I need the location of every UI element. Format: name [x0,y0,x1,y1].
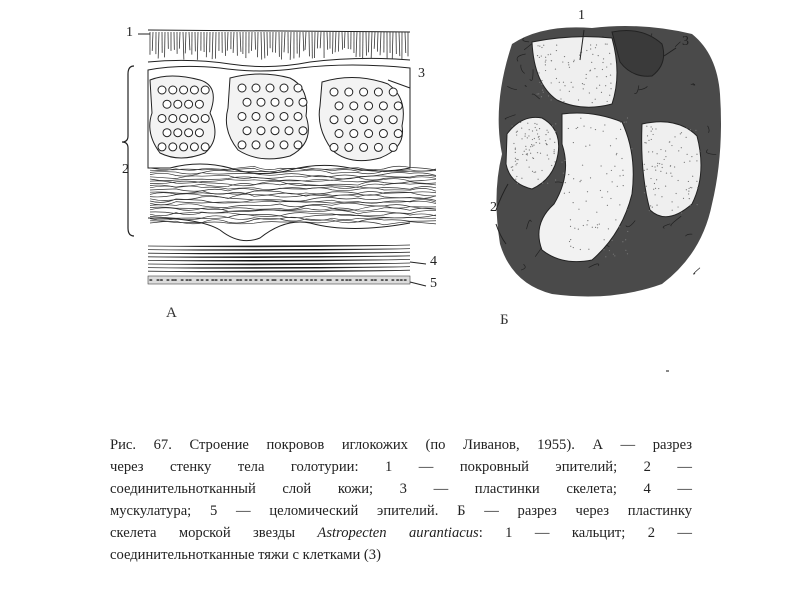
figure-a-callout-4: 4 [430,254,437,269]
figure-a-label: А [166,305,177,321]
figure-caption [110,434,692,566]
caption-line-1: Рис. 67. Строение покровов иглокожих (по Ливанов, 1955). А — разрез [110,437,692,453]
caption-line-4: мускулатура; 5 — целомический эпителий. Б — разрез через пластинку [110,503,692,519]
caption-line-2: через стенку тела голотурии: 1 — покровный эпителий; 2 — [110,459,692,475]
species-name: Astropecten aurantiacus [317,525,479,541]
caption-line-6: соединительнотканные тяжи с клетками (3) [110,547,381,563]
caption-line-3: соединительнотканный слой кожи; 3 — пластинки скелета; 4 — [110,481,692,497]
figure-b-label: Б [500,312,509,328]
figure-b-drawing [462,14,724,304]
figure-b-callout-1: 1 [578,8,585,23]
caption-line-5 [110,522,692,544]
caption-line-5-pre: скелета морской звезды [110,525,318,541]
caption-line-5-post: : 1 — кальцит; 2 — [478,525,693,541]
figure-b-callout-3: 3 [682,34,689,49]
figure-a-drawing [110,18,460,318]
figure-a-callout-1: 1 [126,25,133,40]
figure-a-callout-5: 5 [430,276,437,291]
scan-speck [666,370,669,372]
figure-a-callout-2: 2 [122,162,129,177]
figure-a-callout-3: 3 [418,66,425,81]
figure-b-callout-2: 2 [490,200,497,215]
